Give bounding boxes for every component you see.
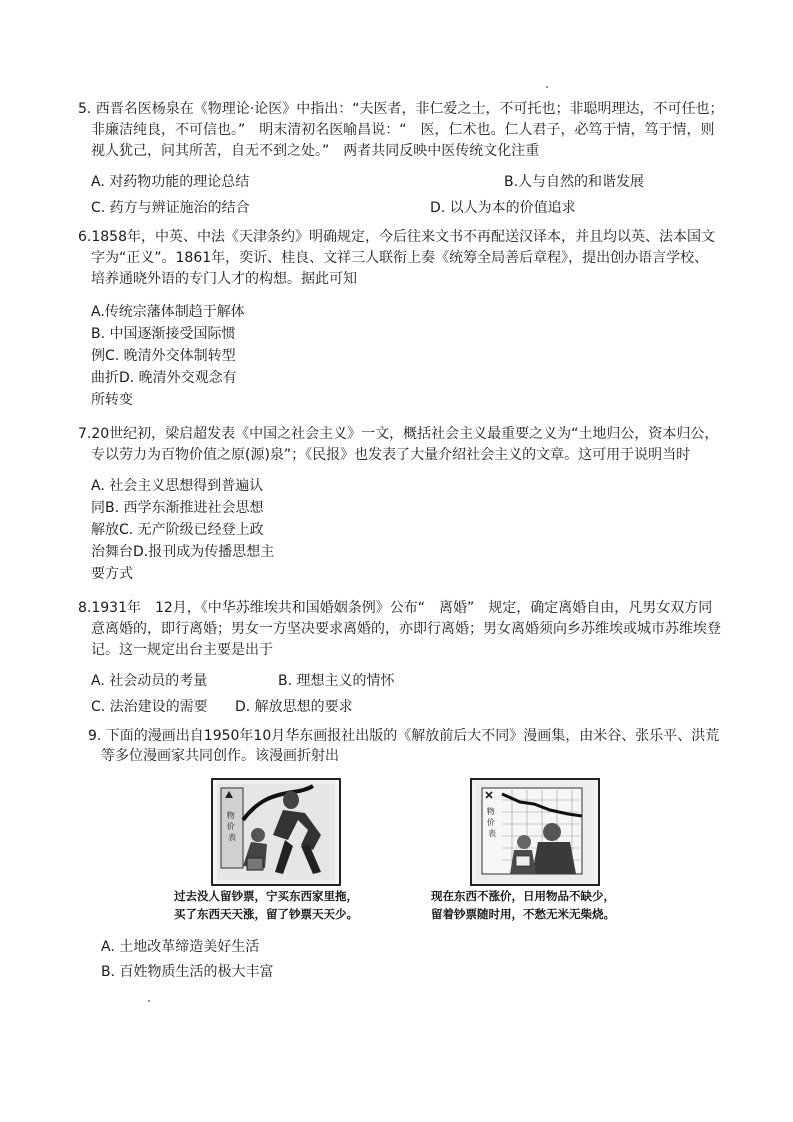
q6-option-line5: 所转变 [91,392,133,408]
q7-option-line3: 解放C. 无产阶级已经登上政 [91,522,264,538]
cartoon-left-caption-line2: 买了东西天天涨，留了钞票天天少。 [174,907,358,921]
cartoon-left-illustration [213,780,339,884]
q6-option-line4: 曲折D. 晚清外交观念有 [91,370,237,386]
cartoon-right-caption-line2: 留着钞票随时用，不愁无米无柴烧。 [431,907,615,921]
q8-option-d: D. 解放思想的要求 [235,699,353,715]
q5-option-b: B.人与自然的和谐发展 [504,174,645,190]
q8-stem-line2: 意离婚的，即行离婚；男女一方坚决要求离婚的，亦即行离婚；男女离婚须向乡苏维埃或城市苏维埃登 [91,621,721,637]
q7-stem-line1: 7.20世纪初，梁启超发表《中国之社会主义》一文，概括社会主义最重要之义为“土地归公，资本归公， [78,426,719,442]
q9-option-b: B. 百姓物质生活的极大丰富 [101,964,274,980]
q5-stem-line2: 非廉洁纯良，不可信也。” 明末清初名医喻昌说：“ 医，仁术也。仁人君子，必笃于情，笃于情，则 [91,122,715,138]
q9-stem-line1: 9. 下面的漫画出自1950年10月华东画报社出版的《解放前后大不同》漫画集，由米谷、张乐平、洪荒 [88,728,720,744]
cartoon-right-caption-line1: 现在东西不涨价，日用物品不缺少， [431,889,615,903]
q7-option-line5: 要方式 [91,566,133,582]
cartoon-left-caption-line1: 过去没人留钞票，宁买东西家里拖， [174,889,358,903]
q5-stem-line3: 视人犹己，问其所苦，自无不到之处。” 两者共同反映中医传统文化注重 [91,143,540,159]
q6-stem-line3: 培养通晓外语的专门人才的构想。据此可知 [91,271,357,287]
q5-option-d: D. 以人为本的价值追求 [430,200,576,216]
q5-stem-line1: 5. 西晋名医杨泉在《物理论·论医》中指出：“夫医者，非仁爱之士，不可托也；非聪明理达，不可任也； [78,101,724,117]
cartoon-left-board-text-char: 价 [226,822,235,831]
cartoon-left-panel [211,778,341,886]
q8-stem-line1: 8.1931年 12月，《中华苏维埃共和国婚姻条例》公布“ 离婚” 规定，确定离婚自由，凡男女双方同 [78,600,713,616]
q6-option-line3: 例C. 晚清外交体制转型 [91,348,236,364]
cartoon-right-illustration [472,780,598,884]
cartoon-left-board-text [227,810,238,842]
cartoon-right-board-text-char: 价 [486,818,495,827]
q6-option-line2: B. 中国逐渐接受国际惯 [91,326,236,342]
q7-stem-line2: 专以劳力为百物价值之原(源)泉”；《民报》也发表了大量介绍社会主义的文章。这可用于说明当时 [91,447,691,463]
q7-option-line4: 治舞台D.报刊成为传播思想主 [91,544,275,560]
q9-option-a: A. 土地改革缔造美好生活 [101,939,260,955]
q5-option-a: A. 对药物功能的理论总结 [91,174,250,190]
cartoon-right-panel [470,778,600,886]
q9-stem-line2: 等多位漫画家共同创作。该漫画折射出 [101,748,339,764]
cartoon-right-board-text-char: 物 [486,807,495,816]
scan-speck [546,86,548,88]
q8-option-b: B. 理想主义的情怀 [278,673,395,689]
q6-option-line1: A.传统宗藩体制趋于解体 [91,304,245,320]
q7-option-line2: 同B. 西学东渐推进社会思想 [91,500,264,516]
cartoon-right-board-text-char: 表 [488,829,496,838]
q6-stem-line1: 6.1858年，中英、中法《天津条约》明确规定，今后往来文书不再配送汉译本，并且均以英、法本国文 [78,229,715,245]
q6-stem-line2: 字为“正义”。1861年，奕䜣、桂良、文祥三人联衔上奏《统筹全局善后章程》，提出创办语言学校、 [91,250,709,266]
q8-option-a: A. 社会动员的考量 [91,673,208,689]
cartoon-right-board-text [487,806,498,838]
q8-option-c: C. 法治建设的需要 [91,699,208,715]
scan-speck [148,1000,150,1002]
q8-stem-line3: 记。这一规定出台主要是出于 [91,642,273,658]
q5-option-c: C. 药方与辨证施治的结合 [91,200,250,216]
cartoon-left-board-text-char: 表 [228,833,236,842]
q7-option-line1: A. 社会主义思想得到普遍认 [91,478,264,494]
cartoon-left-board-text-char: 物 [226,811,235,820]
